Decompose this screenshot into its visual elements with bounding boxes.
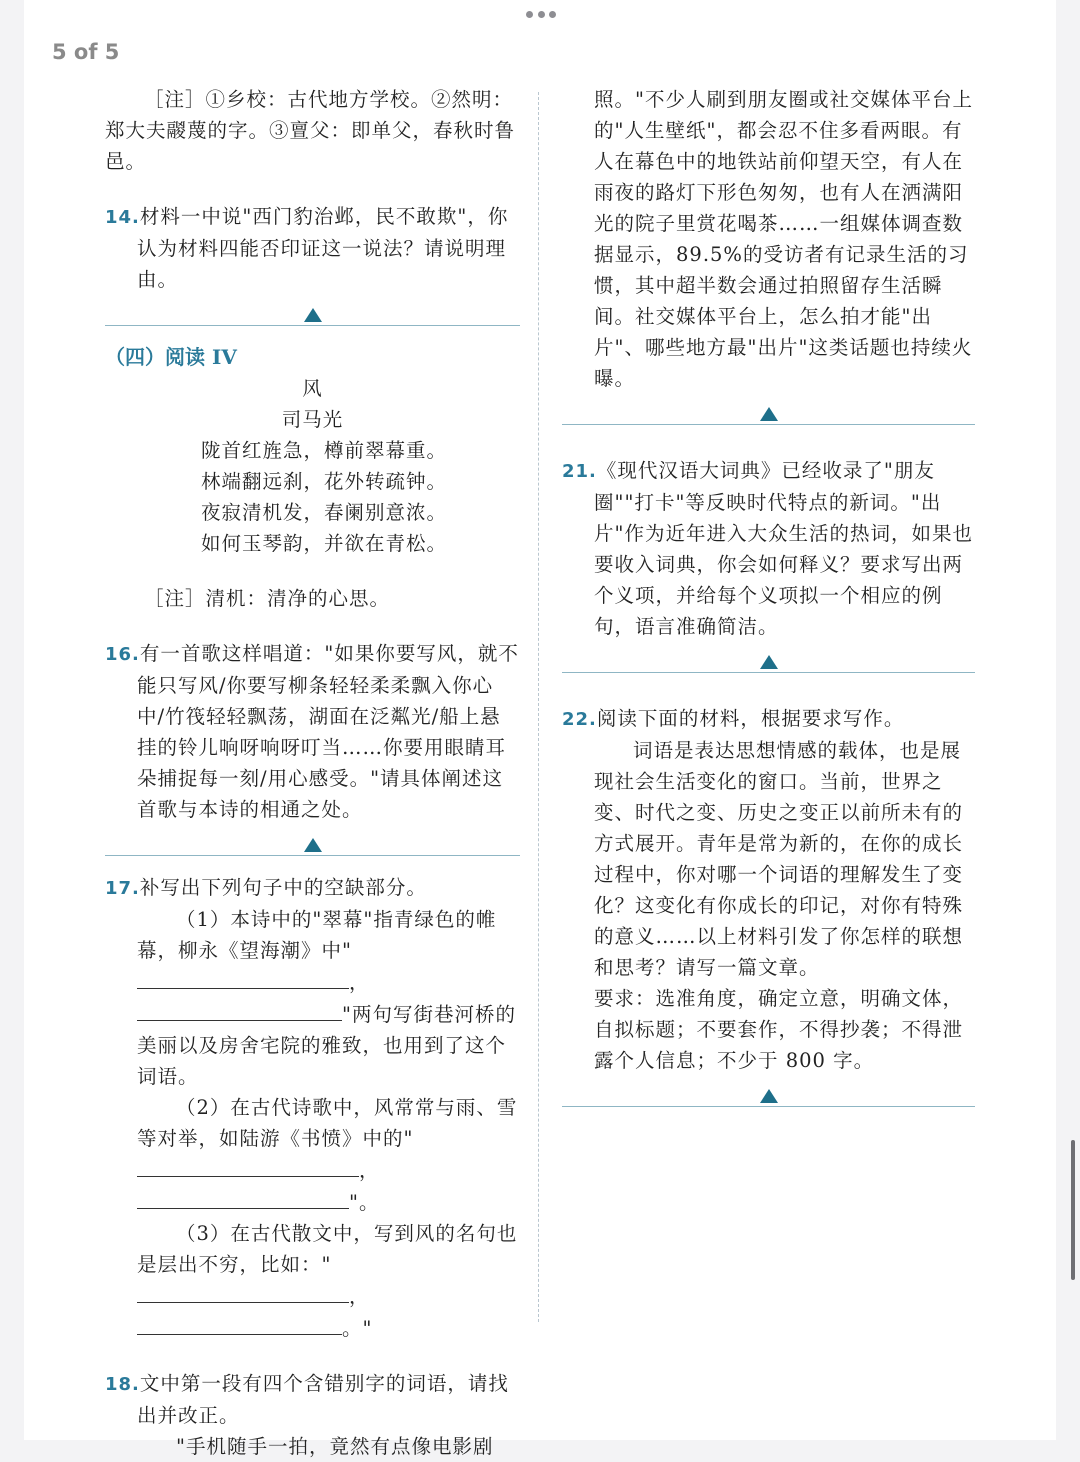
- poem-line: 如何玉琴韵，并欲在青松。: [201, 532, 448, 555]
- question-text: 文中第一段有四个含错别字的词语，请找出并改正。: [137, 1372, 509, 1427]
- poem-body: [105, 435, 520, 559]
- question-number: 22.: [562, 709, 597, 730]
- question-16: [105, 638, 520, 825]
- fill-item-2: [105, 1092, 520, 1218]
- poem-line: 林端翻远刹，花外转疏钟。: [201, 470, 448, 493]
- page-counter: 5 of 5: [52, 40, 120, 64]
- column-divider: [538, 92, 539, 1322]
- note-text: ［注］①乡校：古代地方学校。②然明：郑大夫鬷蔑的字。③亶父：即单父，春秋时鲁邑。: [105, 88, 516, 173]
- triangle-icon: [760, 1089, 778, 1103]
- fill-text: ，: [349, 971, 370, 994]
- fill-item-3: [105, 1218, 520, 1344]
- answer-separator: [562, 648, 975, 673]
- left-column: [105, 84, 520, 1462]
- answer-separator: [562, 1082, 975, 1107]
- triangle-icon: [304, 308, 322, 322]
- question-21: [562, 455, 975, 642]
- fill-text: 。": [342, 1317, 373, 1340]
- poem-line: 夜寂清机发，春阑别意浓。: [201, 501, 448, 524]
- fill-text: ，: [349, 1285, 370, 1308]
- question-text: 有一首歌这样唱道："如果你要写风，就不能只写风/你要写柳条轻轻柔柔飘入你心中/竹筏轻轻飘荡，湖面在泛粼光/船上悬挂的铃儿响呀响呀叮当……你要用眼睛耳朵捕捉每一刻/用心感受。"请具体阐述这首歌与本诗的相通之处。: [137, 642, 519, 821]
- question-18: [105, 1368, 520, 1431]
- question-number: 21.: [562, 461, 597, 482]
- right-column: [562, 84, 975, 1123]
- answer-separator: [105, 301, 520, 326]
- poem-author: 司马光: [281, 408, 344, 431]
- question-17: [105, 872, 520, 904]
- section-title: （四）阅读 IV: [105, 345, 237, 369]
- more-dots-icon[interactable]: [526, 8, 556, 20]
- question-number: 16.: [105, 644, 140, 665]
- fill-text: "两句写街巷河桥的美丽以及房舍宅院的雅致，也用到了这个词语。: [137, 1003, 516, 1088]
- triangle-icon: [760, 407, 778, 421]
- question-22: [562, 703, 975, 735]
- answer-separator: [562, 400, 975, 425]
- fill-blank[interactable]: [137, 998, 342, 1021]
- fill-blank[interactable]: [137, 1280, 349, 1303]
- scrollbar[interactable]: [1071, 1140, 1075, 1280]
- fill-text: ，: [359, 1159, 380, 1182]
- question-14: [105, 201, 520, 295]
- fill-text: （2）在古代诗歌中，风常常与雨、雪等对举，如陆游《书愤》中的": [137, 1096, 518, 1150]
- question-number: 14.: [105, 207, 140, 228]
- fill-text: "。: [349, 1191, 380, 1214]
- question-text: 《现代汉语大词典》已经收录了"朋友圈""打卡"等反映时代特点的新词。"出片"作为近年进入大众生活的热词，如果也要收入词典，你会如何释义？要求写出两个义项，并给每个义项拟一个相应的例句，语言准确简洁。: [594, 459, 973, 638]
- question-number: 17.: [105, 878, 140, 899]
- question-text: 材料一中说"西门豹治邺，民不敢欺"，你认为材料四能否印证这一说法？请说明理由。: [137, 205, 509, 291]
- fill-item-1: [105, 904, 520, 1092]
- fill-blank[interactable]: [137, 966, 349, 989]
- fill-text: （3）在古代散文中，写到风的名句也是层出不穷，比如：": [137, 1222, 518, 1276]
- writing-material: 词语是表达思想情感的载体，也是展现社会生活变化的窗口。当前，世界之变、时代之变、历史之变正以前所未有的方式展开。青年是常为新的，在你的成长过程中，你对哪一个词语的理解发生了变化？这变化有你成长的印记，对你有特殊的意义……以上材料引发了你怎样的联想和思考？请写一篇文章。: [594, 739, 964, 979]
- poem-note: ［注］清机：清净的心思。: [144, 587, 391, 610]
- excerpt-continued: 照。"不少人刷到朋友圈或社交媒体平台上的"人生壁纸"，都会忍不住多看两眼。有人在幕色中的地铁站前仰望天空，有人在雨夜的路灯下形色匆匆，也有人在洒满阳光的院子里赏花喝茶……一组媒体调查数据显示，89.5%的受访者有记录生活的习惯，其中超半数会通过拍照留存生活瞬间。社交媒体平台上，怎么拍才能"出片"、哪些地方最"出片"这类话题也持续火曝。: [594, 88, 973, 390]
- triangle-icon: [760, 655, 778, 669]
- fill-blank[interactable]: [137, 1186, 349, 1209]
- excerpt-text: "手机随手一拍，竟然有点像电影剧: [176, 1435, 494, 1458]
- fill-blank[interactable]: [137, 1312, 342, 1335]
- triangle-icon: [304, 838, 322, 852]
- question-text: 补写出下列句子中的空缺部分。: [139, 876, 427, 899]
- answer-separator: [105, 831, 520, 856]
- fill-blank[interactable]: [137, 1154, 359, 1177]
- poem-title: 风: [302, 377, 323, 400]
- question-text: 阅读下面的材料，根据要求写作。: [596, 707, 905, 730]
- poem-line: 陇首红旌急，樽前翠幕重。: [201, 439, 448, 462]
- writing-requirements: 要求：选准角度，确定立意，明确文体，自拟标题；不要套作，不得抄袭；不得泄露个人信息；不少于 800 字。: [594, 987, 964, 1072]
- question-number: 18.: [105, 1374, 140, 1395]
- fill-text: （1）本诗中的"翠幕"指青绿色的帷幕，柳永《望海潮》中": [137, 908, 497, 962]
